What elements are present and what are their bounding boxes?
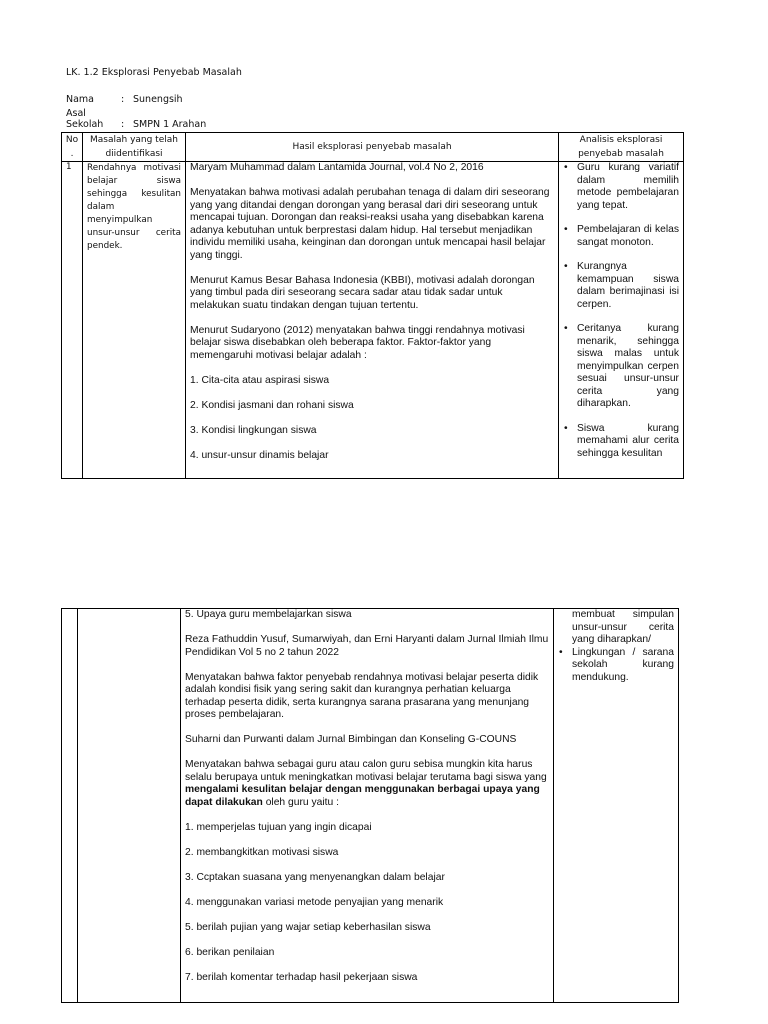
hasil-list-item: 3. Ccptakan suasana yang menyenangkan dalam belajar — [185, 871, 445, 883]
analisis-text: membuat simpulan unsur-unsur cerita yang diharapkan/ — [572, 609, 674, 645]
analisis-text: Ceritanya kurang menarik, sehingga siswa malas untuk menyimpulkan cerpen sesuai unsur-unsur cerita yang diharapkan. — [577, 323, 679, 409]
document-title: LK. 1.2 Eksplorasi Penyebab Masalah — [66, 67, 242, 78]
hasil-list-item: 2. Kondisi jasmani dan rohani siswa — [190, 399, 354, 411]
hasil-paragraph: Reza Fathuddin Yusuf, Sumarwiyah, dan Erni Haryanti dalam Jurnal Ilmiah Ilmu Pendidikan Vol 5 no 2 tahun 2022 — [185, 634, 549, 658]
table-header-row — [62, 133, 684, 162]
hasil-text: oleh guru yaitu : — [262, 796, 339, 808]
hasil-list-item: 4. menggunakan variasi metode penyajian yang menarik — [185, 896, 444, 908]
hasil-list-item: 6. berikan penilaian — [185, 946, 275, 958]
hasil-cell — [186, 162, 559, 479]
analisis-cell — [559, 162, 684, 479]
hasil-list-item: 4. unsur-unsur dinamis belajar — [190, 449, 329, 461]
hasil-cell-continued — [181, 609, 554, 1003]
analisis-item — [563, 224, 679, 249]
analisis-item — [563, 261, 679, 311]
row-number: 1 — [62, 162, 83, 479]
hasil-paragraph: Menyatakan bahwa faktor penyebab rendahnya motivasi belajar peserta didik adalah kondisi fisik yang sering sakit dan kurangnya perhatian keluarga terhadap peserta didik, serta kurangnya sarana prasarana yang menunjang proses pembelajaran. — [185, 671, 539, 720]
nama-row — [66, 94, 183, 105]
hasil-list-item: 5. Upaya guru membelajarkan siswa — [185, 609, 352, 620]
hasil-text: Menyatakan bahwa sebagai guru atau calon guru sebisa mungkin kita harus selalu berupaya untuk meningkatkan motivasi belajar terutama bagi siswa yang — [185, 759, 547, 783]
analisis-list — [563, 162, 679, 460]
exploration-table-page-1 — [61, 132, 684, 479]
exploration-table-page-2 — [61, 608, 679, 1003]
table-row — [62, 162, 684, 479]
nama-value: Sunengsih — [133, 94, 183, 105]
analisis-text: Guru kurang variatif dalam memilih metode pembelajaran yang tepat. — [577, 162, 679, 211]
hasil-paragraph-bold — [185, 759, 549, 809]
analisis-text: Lingkungan / sarana sekolah kurang mendukung. — [572, 646, 674, 683]
hasil-list-item: 7. berilah komentar terhadap hasil pekerjaan siswa — [185, 971, 418, 983]
analisis-cell-continued — [554, 609, 679, 1003]
bullet-icon: • — [564, 162, 568, 173]
header-masalah: Masalah yang telah diidentifikasi — [83, 133, 186, 162]
bullet-icon: • — [564, 261, 568, 272]
analisis-text: Pembelajaran di kelas sangat monoton. — [577, 224, 679, 248]
analisis-list — [558, 609, 674, 684]
hasil-list-item: 1. Cita-cita atau aspirasi siswa — [190, 374, 330, 386]
row-number-empty — [62, 609, 78, 1003]
hasil-bold-text: mengalami kesulitan belajar dengan menggunakan berbagai upaya yang dapat dilakukan — [185, 784, 540, 808]
header-no: No . — [62, 133, 83, 162]
hasil-paragraph: Menurut Sudaryono (2012) menyatakan bahwa tinggi rendahnya motivasi belajar siswa disebabkan oleh beberapa faktor. Faktor-faktor yang memengaruhi motivasi belajar adalah : — [190, 324, 525, 361]
header-hasil: Hasil eksplorasi penyebab masalah — [186, 133, 559, 162]
header-analisis: Analisis eksplorasi penyebab masalah — [559, 133, 684, 162]
hasil-paragraph: Menyatakan bahwa motivasi adalah perubahan tenaga di dalam diri seseorang yang yang ditandai dengan dorongan yang berasal dari diri seseorang untuk mencapai tujuan. Dorongan dan reaksi-reaksi usaha yang disebabkan karena adanya kebutuhan untuk berprestasi dalam hidup. Hal tersebut menjadikan individu memiliki usaha, keinginan dan dorongan untuk mencapai hasil belajar yang tinggi. — [190, 187, 550, 261]
hasil-list-item: 2. membangkitkan motivasi siswa — [185, 846, 339, 858]
analisis-item — [563, 162, 679, 212]
bullet-icon: • — [559, 646, 563, 658]
table-row — [62, 609, 679, 1003]
hasil-list-item: 3. Kondisi lingkungan siswa — [190, 424, 317, 436]
analisis-item — [563, 323, 679, 411]
hasil-paragraph: Maryam Muhammad dalam Lantamida Journal, vol.4 No 2, 2016 — [190, 162, 484, 173]
hasil-paragraph: Suharni dan Purwanti dalam Jurnal Bimbingan dan Konseling G-COUNS — [185, 734, 517, 745]
hasil-list-item: 1. memperjelas tujuan yang ingin dicapai — [185, 821, 372, 833]
analisis-item — [558, 647, 674, 685]
analisis-text: Siswa kurang memahami alur cerita sehingga kesulitan — [577, 422, 679, 459]
nama-label: Nama — [66, 94, 95, 105]
nama-colon: : — [121, 94, 125, 105]
sekolah-label: Asal Sekolah — [66, 108, 104, 130]
bullet-icon: • — [564, 224, 568, 235]
bullet-icon: • — [564, 323, 568, 334]
sekolah-row — [66, 108, 206, 130]
analisis-item-continued — [558, 609, 674, 647]
bullet-icon: • — [564, 422, 568, 434]
sekolah-value: SMPN 1 Arahan — [133, 119, 207, 130]
masalah-cell-empty — [78, 609, 181, 1003]
analisis-item — [563, 423, 679, 461]
hasil-paragraph: Menurut Kamus Besar Bahasa Indonesia (KBBI), motivasi adalah dorongan yang timbul pada diri seseorang secara sadar atau tidak sadar untuk melakukan suatu tindakan dengan tujuan tertentu. — [190, 274, 535, 311]
analisis-text: Kurangnya kemampuan siswa dalam berimajinasi isi cerpen. — [577, 261, 679, 310]
sekolah-colon: : — [121, 119, 125, 130]
hasil-list-item: 5. berilah pujian yang wajar setiap keberhasilan siswa — [185, 921, 431, 933]
masalah-cell: Rendahnya motivasi belajar siswa sehingga kesulitan dalam menyimpulkan unsur-unsur cerita pendek. — [83, 162, 186, 479]
